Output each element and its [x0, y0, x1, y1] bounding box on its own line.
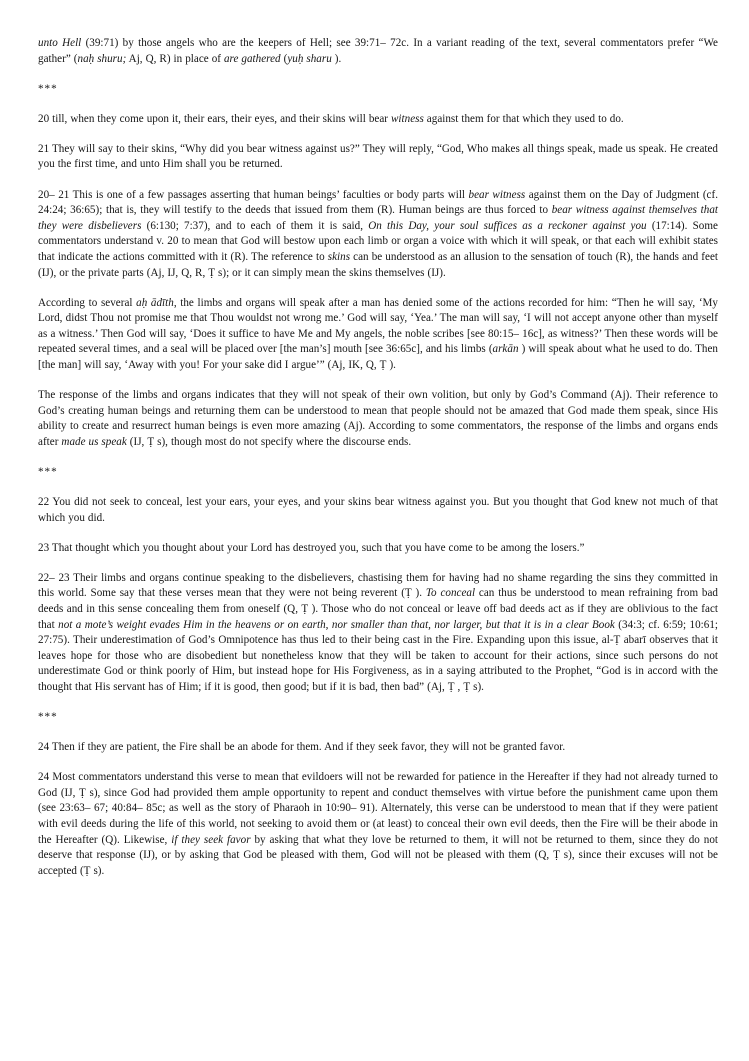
text-run: (17:14). Some commentators understand v. 20 to mean that God will bestow upon each limb or organ a voice with which it will speak, or that each will exhibit states that indicate the actions committed with it (R). The reference to	[38, 219, 718, 263]
text-run: are gathered	[223, 52, 281, 65]
text-run: (39:71) by those angels who are the keepers of Hell; see 39:71– 72c. In a variant reading of the text, several commentators prefer “We gather” (	[38, 37, 718, 65]
text-run: unto Hell	[38, 37, 82, 49]
text-run: 20 till, when they come upon it, their ears, their eyes, and their skins will bear	[38, 112, 391, 125]
text-run: by asking that what they love be returned to them, it will not be returned to them, since they do not deserve that response (IJ), or by asking that God be pleased with them, God will not be pleased with them (Q, Ṭ s), since their excuses will not be accepted (Ṭ s).	[38, 833, 718, 877]
commentary-22-23	[38, 571, 718, 696]
text-run: ) will speak about what he used to do. Then [the man] will say, ‘Away with you! For your sake did I argue’” (Aj, IK, Q, Ṭ ).	[38, 343, 718, 371]
page-content	[38, 36, 718, 879]
verse-23	[38, 541, 718, 557]
paragraph-variant-reading	[38, 36, 718, 67]
commentary-20-21	[38, 188, 718, 282]
text-run: 21 They will say to their skins, “Why did you bear witness against us?” They will reply, “God, Who makes all things speak, made us speak. He created you the first time, and unto Him shall you be returned.	[38, 142, 718, 171]
text-run: According to several	[38, 296, 137, 309]
text-run: not a mote’s weight evades Him in the heavens or on earth, nor smaller than that, nor larger, but that it is in a clear Book	[58, 618, 615, 631]
text-run: if they seek favor	[171, 833, 251, 846]
commentary-limbs-response	[38, 388, 718, 450]
text-run: made us speak	[61, 435, 127, 448]
verse-22	[38, 495, 718, 526]
text-run: ).	[331, 52, 342, 65]
text-run: witness	[391, 112, 424, 125]
text-run: 24 Most commentators understand this verse to mean that evildoers will not be rewarded for patience in the Hereafter if they had not already turned to God (IJ, Ṭ s), since God had provided them ample opportunity to repent and conduct themselves with virtue before the punishment came upon them (see 23:63– 67; 40:84– 85c; as well as the story of Pharaoh in 10:90– 91). Alternately, this verse can be understood to mean that if they were patient with evil deeds during the life of this world, not seeking to avoid them or (at least) to conceal their own evil deeds, then the Fire will be their abode in the Hereafter (Q). Likewise,	[38, 771, 718, 846]
text-run: (34:3; cf. 6:59; 10:61; 27:75). Their underestimation of God’s Omnipotence has thus led to their being cast in the Fire. Expanding upon this issue, al-Ṭ abarī observes that it leaves hope for those who are disobedient but nonetheless know that they will be taken to account for their actions, since such persons do not underestimate God or think poorly of Him, but instead hope for His Forgiveness, as in a saying attributed to the Prophet, “God is in accord with the thought that His servant has of Him; if it is good, then good; but if it is bad, then bad” (Aj, Ṭ , Ṭ s).	[38, 618, 718, 693]
text-run: against them on the Day of Judgment (cf. 24:24; 36:65); that is, they will testify to the deeds that issued from them (R). Human beings are thus forced to	[38, 188, 719, 217]
text-run: naḥ shuru;	[77, 52, 127, 65]
text-run: bear witness against themselves that they were disbelievers	[38, 204, 718, 232]
text-run: To conceal	[425, 587, 476, 600]
text-run: bear witness	[468, 188, 526, 201]
section-divider-2: ***	[38, 465, 58, 478]
text-run: skins	[327, 250, 351, 263]
text-run: On this Day, your soul suffices as a reckoner against you	[368, 219, 647, 232]
section-divider-3: ***	[38, 711, 58, 724]
text-run: can be understood as an allusion to the sensation of touch (R), the hands and feet (IJ), or the private parts (Aj, IJ, Q, R, Ṭ s); or it can simply mean the skins themselves (IJ).	[38, 250, 718, 279]
text-run: 22– 23 Their limbs and organs continue speaking to the disbelievers, chastising them for having had no shame regarding the sins they committed in this world. Some say that these verses mean that they were not being reverent (Ṭ ).	[38, 571, 718, 600]
text-run: aḥ ādīth	[136, 296, 174, 309]
text-run: The response of the limbs and organs indicates that they will not speak of their own volition, but only by God’s Command (Aj). Their reference to God’s creating human beings and returning them can be understood to mean that people should not be amazed that God made them speak, since His ability to create and resurrect human beings is even more amazing (Aj). According to some commentators, the response of the limbs and organs ends after	[38, 389, 718, 448]
verse-24	[38, 740, 718, 756]
text-run: yuḥ sharu	[287, 52, 332, 65]
text-run: , the limbs and organs will speak after a man has denied some of the actions recorded for him: “Then he will say, ‘My Lord, didst Thou not promise me that Thou wouldst not wrong me.’ God will say, ‘Yea.’ The man will say, ‘I will not accept anyone other than myself as a witness.’ Then God will say, ‘Does it suffice to have Me and My angels, the noble scribes [see 80:15– 16c], as witness?’ Then these words will be repeated several times, and a seal will be placed over [the man’s] mouth [see 36:65c], and his limbs (	[38, 296, 718, 356]
commentary-hadith	[38, 296, 718, 374]
commentary-24	[38, 770, 718, 879]
text-run: 20– 21 This is one of a few passages asserting that human beings’ faculties or body parts will	[38, 188, 469, 201]
verse-21	[38, 142, 718, 173]
text-run: 23 That thought which you thought about your Lord has destroyed you, such that you have come to be among the losers.”	[38, 541, 585, 554]
verse-20	[38, 112, 718, 128]
text-run: Aj, Q, R) in place of	[126, 52, 224, 65]
text-run: 22 You did not seek to conceal, lest your ears, your eyes, and your skins bear witness against you. But you thought that God knew not much of that which you did.	[38, 496, 718, 524]
text-run: (	[280, 52, 288, 65]
text-run: against them for that which they used to do.	[423, 112, 624, 125]
text-run: can thus be understood to mean refraining from bad deeds and in this sense concealing them from oneself (Q, Ṭ ). Those who do not conceal or leave off bad deeds act as if they are oblivious to the fact that	[38, 587, 718, 631]
text-run: (IJ, Ṭ s), though most do not specify where the discourse ends.	[126, 435, 412, 448]
section-divider-1: ***	[38, 82, 58, 95]
text-run: (6:130; 7:37), and to each of them it is said,	[141, 219, 369, 232]
text-run: arkān	[492, 343, 519, 356]
text-run: 24 Then if they are patient, the Fire shall be an abode for them. And if they seek favor, they will not be granted favor.	[38, 741, 566, 754]
